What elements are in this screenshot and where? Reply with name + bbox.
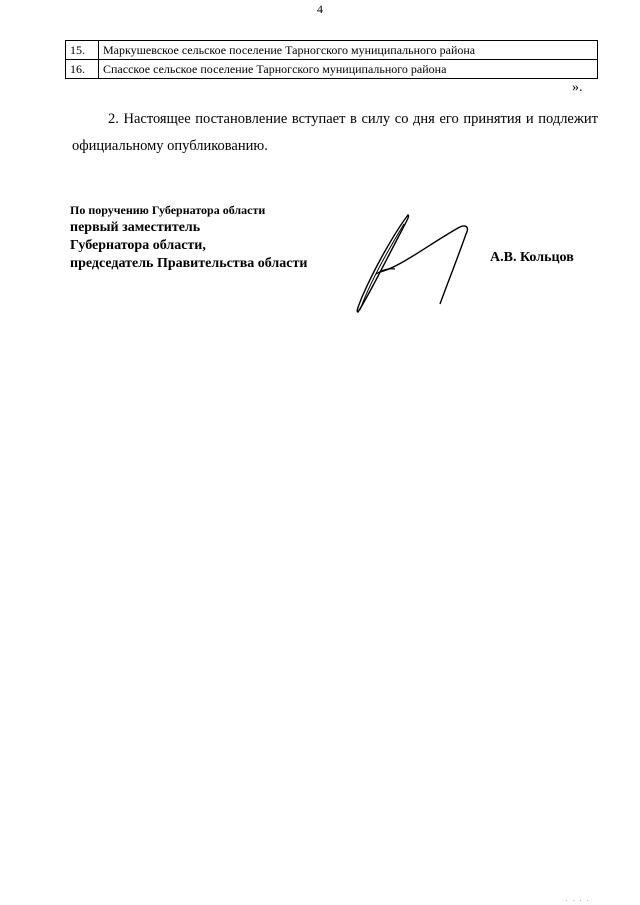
row-text: Маркушевское сельское поселение Тарногского муниципального района [99,41,598,60]
signature-block [70,201,307,273]
signature-line-1: По поручению Губернатора области [70,203,266,217]
page-number: 4 [317,2,323,16]
row-text: Спасское сельское поселение Тарногского муниципального района [99,60,598,79]
settlements-table [65,40,598,79]
signature-line-4: председатель Правительства области [70,256,308,271]
signature-line-3: Губернатора области, [70,238,206,253]
table-row [66,60,598,79]
closing-quote: ». [572,80,583,95]
row-number: 15. [66,41,99,60]
signature-line-2: первый заместитель [70,220,201,235]
footer-mark: . . . . [566,897,591,903]
body-paragraph: 2. Настоящее постановление вступает в силу со дня его принятия и подлежит официальному опубликованию. [72,111,598,154]
signer-name: А.В. Кольцов [490,250,574,265]
row-number: 16. [66,60,99,79]
table-row [66,41,598,60]
handwritten-signature [340,212,480,317]
